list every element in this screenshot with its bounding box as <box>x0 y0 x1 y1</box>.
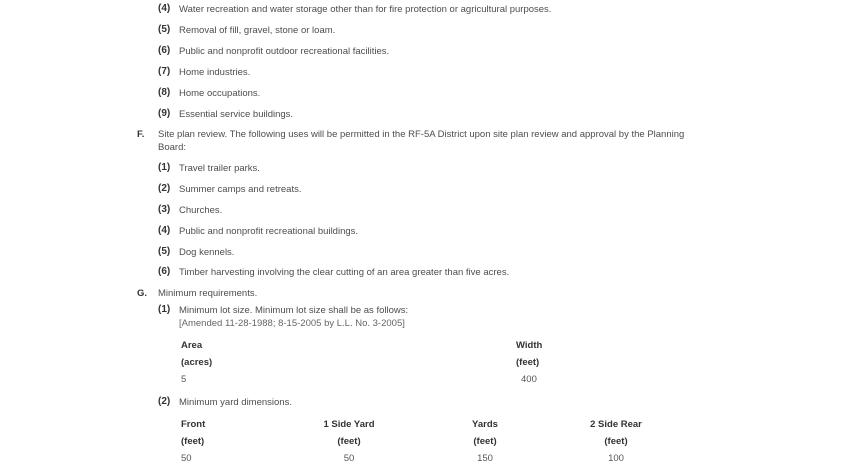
item-text: Dog kennels. <box>179 247 235 258</box>
item-text: Water recreation and water storage other than for fire protection or agricultural purposes. <box>179 4 552 15</box>
table-cell: 50 <box>343 453 355 464</box>
yard-dimensions-text: Minimum yard dimensions. <box>179 397 292 408</box>
item-number: (4) <box>158 3 171 14</box>
item-text: Essential service buildings. <box>179 109 294 120</box>
item-number: (1) <box>158 304 171 315</box>
section-letter: F. <box>137 129 145 140</box>
item-text: Home occupations. <box>179 88 261 99</box>
item-number: (5) <box>158 24 171 35</box>
item-number: (1) <box>158 162 171 173</box>
table-unit: (acres) <box>181 357 213 368</box>
table-cell: 50 <box>181 453 192 464</box>
table-cell: 5 <box>181 374 187 385</box>
table-header: 1 Side Yard <box>323 419 375 430</box>
table-cell: 100 <box>608 453 624 464</box>
table-header: Front <box>181 419 206 430</box>
lot-size-text: Minimum lot size. Minimum lot size shall be as follows: <box>179 305 409 316</box>
item-number: (9) <box>158 108 171 119</box>
table-header: Yards <box>472 419 498 430</box>
item-text: Home industries. <box>179 67 251 78</box>
table-cell: 150 <box>477 453 493 464</box>
item-number: (2) <box>158 396 171 407</box>
item-text: Timber harvesting involving the clear cutting of an area greater than five acres. <box>179 267 510 278</box>
section-f-intro-line1: Site plan review. The following uses will be permitted in the RF-5A District upon site plan review and approval by the Planning <box>158 129 685 140</box>
item-number: (5) <box>158 246 171 257</box>
item-number: (3) <box>158 204 171 215</box>
item-number: (2) <box>158 183 171 194</box>
section-letter: G. <box>137 288 148 299</box>
section-g-title: Minimum requirements. <box>158 288 258 299</box>
table-unit: (feet) <box>473 436 497 447</box>
table-unit: (feet) <box>604 436 628 447</box>
item-number: (4) <box>158 225 171 236</box>
table-header: 2 Side Rear <box>590 419 642 430</box>
item-number: (8) <box>158 87 171 98</box>
table-header: Area <box>181 340 203 351</box>
item-number: (6) <box>158 45 171 56</box>
item-text: Public and nonprofit recreational buildings. <box>179 226 359 237</box>
section-f-intro-line2: Board: <box>158 142 186 153</box>
table-cell: 400 <box>521 374 537 385</box>
item-number: (7) <box>158 66 171 77</box>
item-text: Public and nonprofit outdoor recreational facilities. <box>179 46 390 57</box>
item-text: Summer camps and retreats. <box>179 184 302 195</box>
item-number: (6) <box>158 266 171 277</box>
table-unit: (feet) <box>337 436 361 447</box>
table-unit: (feet) <box>516 357 540 368</box>
item-text: Churches. <box>179 205 223 216</box>
amendment-note: [Amended 11-28-1988; 8-15-2005 by L.L. No. 3-2005] <box>179 318 405 329</box>
item-text: Travel trailer parks. <box>179 163 260 174</box>
table-header: Width <box>516 340 543 351</box>
item-text: Removal of fill, gravel, stone or loam. <box>179 25 336 36</box>
table-unit: (feet) <box>181 436 205 447</box>
